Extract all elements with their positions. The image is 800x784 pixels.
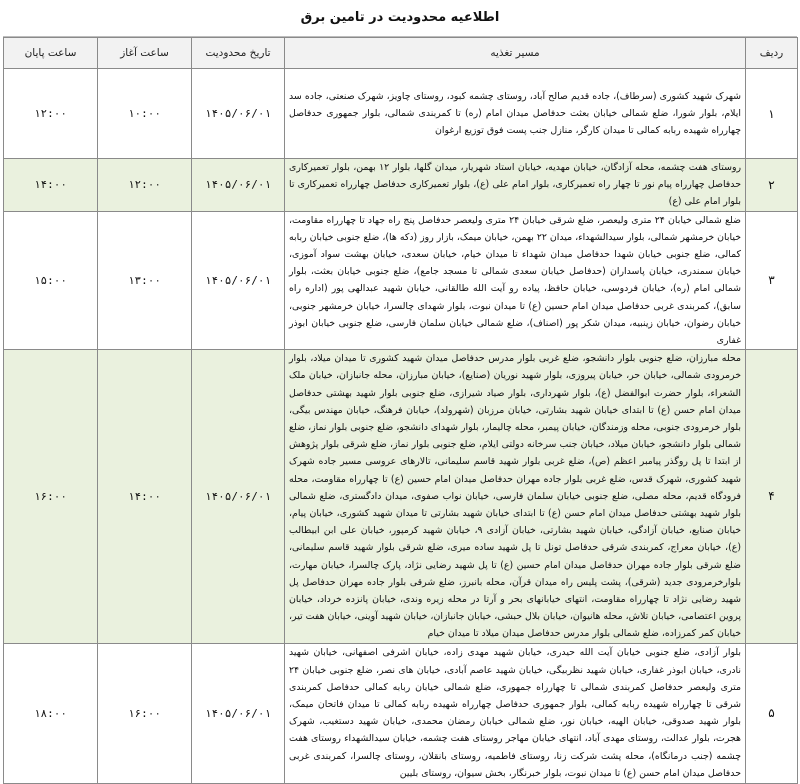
date-cell: ۱۴۰۵/۰۶/۰۱ [192,350,285,643]
date-cell: ۱۴۰۵/۰۶/۰۱ [192,211,285,350]
end-time-cell: ۱۴:۰۰ [4,159,98,212]
header-row [4,38,798,69]
header-end-time: ساعت پایان [4,38,98,69]
end-time-cell: ۱۵:۰۰ [4,211,98,350]
header-start-time: ساعت آغاز [98,38,192,69]
page-title: اطلاعیه محدودیت در تامین برق [3,0,797,37]
table-row [4,211,798,350]
route-cell: روستای هفت چشمه، محله آزادگان، خیابان مهدیه، خیابان استاد شهریار، میدان گلها، بلوار ۱۲ بهمن، بلوار تعمیرکاری حدفاصل چهارراه پیام نور تا چهار راه تعمیرکاری، بلوار امام علی (ع)، بلوار تعمیرکاری حدفاصل چهارراه تعمیرکاری تا بلوار امام علی (ع) [285,159,746,212]
row-number: ۱ [746,69,798,159]
row-number: ۳ [746,211,798,350]
date-cell: ۱۴۰۵/۰۶/۰۱ [192,69,285,159]
start-time-cell: ۱۲:۰۰ [98,159,192,212]
date-cell: ۱۴۰۵/۰۶/۰۱ [192,643,285,783]
start-time-cell: ۱۶:۰۰ [98,643,192,783]
end-time-cell: ۱۸:۰۰ [4,643,98,783]
row-number: ۲ [746,159,798,212]
header-date: تاریخ محدودیت [192,38,285,69]
route-cell: ضلع شمالی خیابان ۲۴ متری ولیعصر، ضلع شرقی خیابان ۲۴ متری ولیعصر حدفاصل پنج راه جهاد تا چهارراه مقاومت، خیابان خرمشهر شمالی، بلوار سیدالشهداء، میدان ۲۲ بهمن، خیابان میمک، بازار روز (دکه ها)، ضلع جنوبی خیابان ربابه کمالی، ضلع جنوبی خیابان شهدا حدفاصل میدان شهداء تا میدان خیام، خیابان سعدی، خیابان بهشت سواد آموزی، خیابان سمندری، خیابان پاسداران (حدفاصل خیابان سعدی شمالی تا مسجد جامع)، ضلع جنوبی خیابان بعثت، بلوار شمالی امام (ره)، خیابان فردوسی، خیابان حافظ، پیاده رو آیت الله طالقانی، خیابان شهید عبدالهی پور (اداره راه سابق)، کمربندی غربی حدفاصل میدان امام حسین (ع) تا میدان نبوت، بلوار شهدای چالسرا، خیابان خرمشهر جنوبی، خیابان رضوان، خیابان زینبیه، میدان شکر پور (اصناف)، ضلع شمالی خیابان سلمان فارسی، ضلع جنوبی خیابان ابوذر غفاری [285,211,746,350]
header-route: مسیر تغذیه [285,38,746,69]
table-row [4,69,798,159]
end-time-cell: ۱۶:۰۰ [4,350,98,643]
table-row [4,643,798,783]
end-time-cell: ۱۲:۰۰ [4,69,98,159]
table-row [4,159,798,212]
row-number: ۴ [746,350,798,643]
route-cell: محله مبارزان، ضلع جنوبی بلوار دانشجو، ضلع غربی بلوار مدرس حدفاصل میدان شهید کشوری تا میدان میلاد، بلوار خرمرودی شمالی، خیابان حر، خیابان پیروزی، بلوار شهید نوریان (صنایع)، خیابان مبارزان، محله جانبازان، خیابان ملک الشعراء، بلوار حضرت ابوالفضل (ع)، بلوار شهرداری، بلوار صیاد شیرازی، ضلع جنوبی بلوار شهید بهشتی حدفاصل میدان امام حسن (ع) تا ابتدای خیابان شهید بشارتی، خیابان مرزبان (شهرولد)، خیابان فرهنگ، خیابان مهندس بیگی، بلوار خرمرودی جنوبی، محله وزمندگان، خیابان پیمبر، محله چالیمار، بلوار شهدای دانشجو، ضلع جنوبی بلوار نماز، ضلع شمالی بلوار دانشجو، خیابان میلاد، خیابان جنب سرخانه دولتی ایلام، ضلع جنوبی بلوار نماز، ضلع شرقی بلوار پژوهش از ابتدا تا پل روگذر پیامبر اعظم (ص)، ضلع غربی بلوار شهید قاسم سلیمانی، تالارهای عروسی مسیر جاده شهرک شهید کشوری، شهرک قدس، ضلع غربی بلوار جاده مهران حدفاصل میدان امام حسین (ع) تا چهارراه مقاومت، محله فرودگاه قدیم، محله مصلی، ضلع جنوبی خیابان سلمان فارسی، خیابان نواب صفوی، میدان دادگستری، ضلع شمالی بلوار شهید بهشتی حدفاصل میدان امام حسن (ع) تا ابتدای خیابان شهید بشارتی تا میدان شهید کشوری، خیابان پیام، خیابان صنایع، خیابان آزادگی، خیابان شهید بشارتی، خیابان آزادی ۹، خیابان شهید کرمپور، خیابان علی ابن ابیطالب (ع)، خیابان معراج، کمربندی شرقی حدفاصل تونل تا پل شهید ساده میری، ضلع شرقی بلوار شهید قاسم سلیمانی، ضلع شرقی بلوار جاده مهران حدفاصل میدان امام حسین (ع) تا پل شهید رضایی نژاد، پارک چالسرا، خیابان مهارت، بلوارخرمرودی جدید (شرقی)، پشت پلیس راه میدان قرآن، محله بانبرز، ضلع شرقی بلوار جاده مهران حدفاصل پل شهید رضایی نژاد تا چهارراه مقاومت، انتهای خیابانهای بحر و آرتا در محله زیره وندی، خیابان پانزده خرداد، خیابان پروین اعتصامی، خیابان تلاش، محله هانیوان، خیابان بلال حبشی، خیابان جانبازان، خیابان شهید آوینی، خیابان هفت تیر، خیابان کمر کمرزاده، ضلع شمالی بلوار مدرس حدفاصل میدان میلاد تا میدان خیام [285,350,746,643]
row-number: ۵ [746,643,798,783]
table-row [4,350,798,643]
start-time-cell: ۱۰:۰۰ [98,69,192,159]
start-time-cell: ۱۳:۰۰ [98,211,192,350]
outage-table [3,37,798,784]
route-cell: شهرک شهید کشوری (سرطاف)، جاده قدیم صالح آباد، روستای چشمه کبود، روستای چاویز، شهرک صنعتی، جاده سد ایلام، بلوار شورا، ضلع شمالی خیابان بعثت حدفاصل میدان امام (ره) تا کمربندی شمالی، بلوار جمهوری حدفاصل چهارراه شهیده ربابه کمالی تا میدان کارگر، منازل جنب پست فوق توزیع ارغوان [285,69,746,159]
date-cell: ۱۴۰۵/۰۶/۰۱ [192,159,285,212]
header-row-number: ردیف [746,38,798,69]
route-cell: بلوار آزادی، ضلع جنوبی خیابان آیت الله حیدری، خیابان شهید مهدی زاده، خیابان اشرفی اصفهانی، خیابان شهید نادری، خیابان ابوذر غفاری، خیابان شهید نظربیگی، خیابان شهید عاصم آبادی، خیابان های نصر، ضلع جنوبی خیابان ۲۴ متری ولیعصر حدفاصل کمربندی شمالی تا چهارراه جمهوری، ضلع شمالی خیابان ربابه کمالی حدفاصل کمربندی شرقی تا چهارراه شهیده ربابه کمالی، بلوار جمهوری حدفاصل چهارراه شهیده ربابه کمالی تا میدان فاتحان میمک، بلوار شهید صدوقی، خیابان الهیه، خیابان نور، ضلع شمالی خیابان رمضان محمدی، خیابان شهید دستغیب، شهرک هجرت، بلوار عدالت، روستای مهدی آباد، انتهای خیابان مهاجر روستای هفت چشمه، خیابان سیدالشهداء روستای هفت چشمه (جنب درمانگاه)، محله پشت شرکت زنا، روستای فاطمیه، روستای بانقلان، روستای چالسرا، کمربندی غربی حدفاصل میدان امام حسن (ع) تا میدان نبوت، بلوار خبرنگار، بخش سیوان، روستای بلیین [285,643,746,783]
start-time-cell: ۱۴:۰۰ [98,350,192,643]
